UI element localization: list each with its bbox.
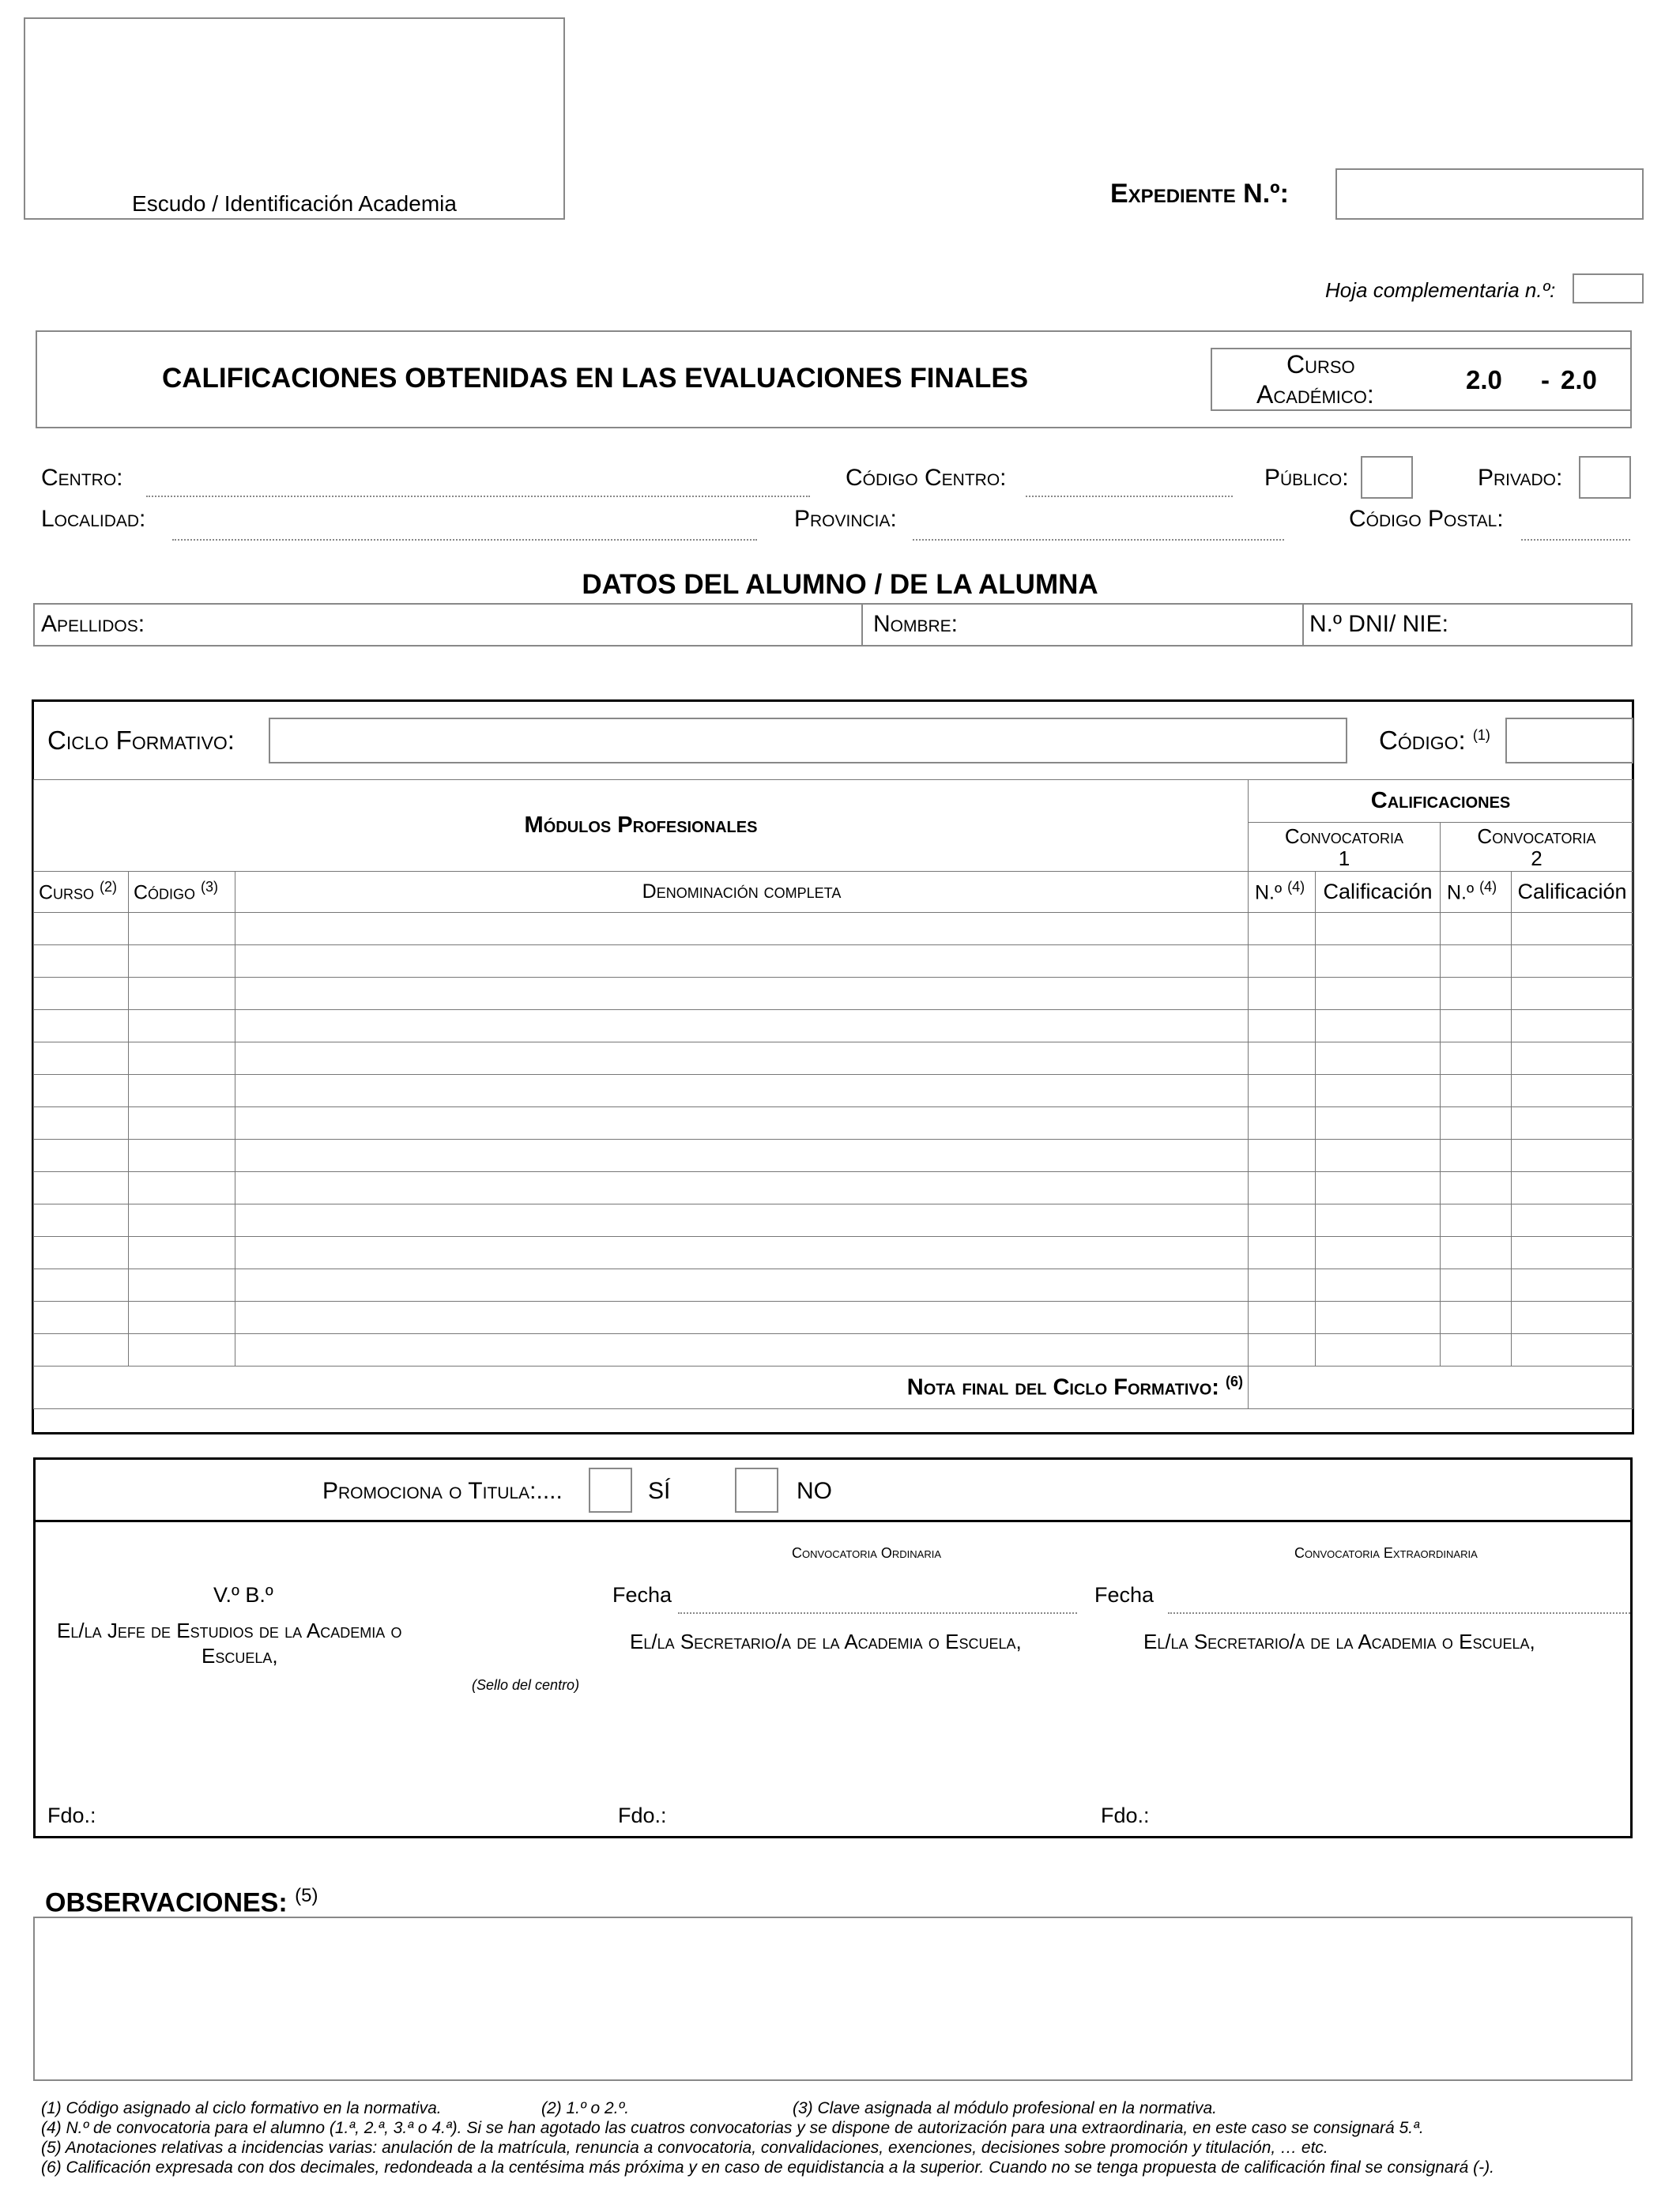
fdo-jefe-label: Fdo.: <box>47 1804 96 1827</box>
denominacion-cell[interactable] <box>235 1010 1249 1042</box>
publico-checkbox[interactable] <box>1361 456 1413 499</box>
col-num-1-header <box>1249 872 1316 913</box>
denominacion-cell[interactable] <box>235 1269 1249 1302</box>
curso-cell[interactable] <box>34 1042 129 1075</box>
convocatoria-1-header <box>1249 823 1441 872</box>
calificacion-1-cell[interactable] <box>1316 1140 1441 1172</box>
codigo-cell[interactable] <box>129 1107 235 1140</box>
curso-cell[interactable] <box>34 945 129 978</box>
alumno-section-title: DATOS DEL ALUMNO / DE LA ALUMNA <box>582 569 1098 600</box>
year-to[interactable]: 2.0 <box>1561 365 1597 394</box>
calificacion-2-cell[interactable] <box>1512 1140 1633 1172</box>
calificacion-1-cell[interactable] <box>1316 1107 1441 1140</box>
denominacion-cell[interactable] <box>235 1302 1249 1334</box>
codigo-cell[interactable] <box>129 1302 235 1334</box>
convocatoria-ordinaria-label: Convocatoria Ordinaria <box>792 1545 941 1561</box>
localidad-field[interactable] <box>172 539 757 541</box>
num-1-cell[interactable] <box>1249 1172 1316 1204</box>
col-codigo-text: Código <box>134 881 196 904</box>
col-calificacion-1-header: Calificación <box>1316 872 1441 913</box>
col-num-2-text: N.º <box>1447 881 1475 904</box>
provincia-label: Provincia: <box>794 506 897 532</box>
module-row <box>34 1237 1633 1269</box>
calificacion-1-cell[interactable] <box>1316 1172 1441 1204</box>
num-2-cell[interactable] <box>1441 1107 1512 1140</box>
denominacion-cell[interactable] <box>235 913 1249 945</box>
num-2-cell[interactable] <box>1441 1334 1512 1367</box>
document-title: CALIFICACIONES OBTENIDAS EN LAS EVALUACIONES FINALES <box>162 363 1029 394</box>
calificacion-1-cell[interactable] <box>1316 945 1441 978</box>
jefe-estudios-line2: Escuela, <box>202 1644 278 1668</box>
num-2-cell[interactable] <box>1441 1172 1512 1204</box>
footnote-5: (5) Anotaciones relativas a incidencias varias: anulación de la matrícula, renuncia a convocatoria, convalidaciones, exenciones, decisiones sobre promoción y titulación, … etc. <box>41 2139 1328 2157</box>
academy-logo-label: Escudo / Identificación Academia <box>132 191 457 216</box>
ciclo-formativo-input[interactable] <box>269 718 1347 763</box>
calificacion-2-cell[interactable] <box>1512 1334 1633 1367</box>
codigo-postal-field[interactable] <box>1521 539 1630 541</box>
col-codigo-header <box>129 872 235 913</box>
ciclo-codigo-label <box>1379 726 1490 756</box>
footnote-2: (2) 1.º o 2.º. <box>541 2099 630 2117</box>
codigo-cell[interactable] <box>129 978 235 1010</box>
module-row <box>34 913 1633 945</box>
convocatoria-1-number: 1 <box>1338 846 1350 870</box>
denominacion-cell[interactable] <box>235 978 1249 1010</box>
modules-table <box>33 779 1633 1409</box>
num-1-cell[interactable] <box>1249 1334 1316 1367</box>
observaciones-textarea[interactable] <box>33 1917 1633 2081</box>
alumno-divider-1 <box>861 603 863 647</box>
module-row <box>34 1010 1633 1042</box>
codigo-centro-field[interactable] <box>1026 496 1233 497</box>
codigo-cell[interactable] <box>129 1172 235 1204</box>
codigo-cell[interactable] <box>129 1042 235 1075</box>
num-2-cell[interactable] <box>1441 1075 1512 1107</box>
col-num-1-text: N.º <box>1255 881 1283 904</box>
denominacion-cell[interactable] <box>235 1140 1249 1172</box>
module-row <box>34 1269 1633 1302</box>
convocatoria-2-header <box>1441 823 1633 872</box>
si-label: SÍ <box>648 1478 671 1504</box>
calificacion-1-cell[interactable] <box>1316 1010 1441 1042</box>
col-denominacion-header: Denominación completa <box>235 872 1249 913</box>
num-1-cell[interactable] <box>1249 1237 1316 1269</box>
num-1-cell[interactable] <box>1249 913 1316 945</box>
footnote-6: (6) Calificación expresada con dos decimales, redondeada a la centésima más próxima y en caso de equidistancia a la superior. Cuando no se tenga propuesta de calificación final se consignará (-). <box>41 2158 1494 2177</box>
promociona-label: Promociona o Titula:.... <box>322 1478 563 1504</box>
curso-cell[interactable] <box>34 1172 129 1204</box>
centro-field[interactable] <box>146 496 810 497</box>
calificacion-1-cell[interactable] <box>1316 1334 1441 1367</box>
num-1-cell[interactable] <box>1249 945 1316 978</box>
calificacion-2-cell[interactable] <box>1512 1302 1633 1334</box>
calificacion-2-cell[interactable] <box>1512 1237 1633 1269</box>
module-rows <box>34 913 1633 1367</box>
convocatoria-extraordinaria-label: Convocatoria Extraordinaria <box>1294 1545 1478 1561</box>
observaciones-note: (5) <box>295 1885 318 1906</box>
col-num-2-header <box>1441 872 1512 913</box>
jefe-estudios-line1: El/la Jefe de Estudios de la Academia o <box>57 1619 402 1642</box>
apellidos-label: Apellidos: <box>41 611 145 637</box>
calificacion-2-cell[interactable] <box>1512 978 1633 1010</box>
module-row <box>34 1172 1633 1204</box>
localidad-label: Localidad: <box>41 506 146 532</box>
module-row <box>34 1140 1633 1172</box>
year-separator: - <box>1541 365 1550 394</box>
codigo-cell[interactable] <box>129 1075 235 1107</box>
num-2-cell[interactable] <box>1441 913 1512 945</box>
curso-cell[interactable] <box>34 913 129 945</box>
curso-cell[interactable] <box>34 1010 129 1042</box>
nombre-label: Nombre: <box>873 611 959 637</box>
curso-cell[interactable] <box>34 1334 129 1367</box>
calificacion-2-cell[interactable] <box>1512 945 1633 978</box>
denominacion-cell[interactable] <box>235 1107 1249 1140</box>
expediente-input[interactable] <box>1335 168 1644 220</box>
fecha-extraordinaria-field[interactable] <box>1168 1612 1630 1614</box>
codigo-cell[interactable] <box>129 945 235 978</box>
num-2-cell[interactable] <box>1441 1204 1512 1237</box>
col-num-1-note: (4) <box>1287 879 1305 895</box>
secretario-extraordinaria-label: El/la Secretario/a de la Academia o Escuela, <box>1143 1630 1535 1653</box>
col-codigo-note: (3) <box>201 879 219 895</box>
num-1-cell[interactable] <box>1249 1302 1316 1334</box>
footnote-1: (1) Código asignado al ciclo formativo en la normativa. <box>41 2099 442 2117</box>
curso-cell[interactable] <box>34 1075 129 1107</box>
denominacion-cell[interactable] <box>235 1334 1249 1367</box>
calificacion-1-cell[interactable] <box>1316 913 1441 945</box>
module-row <box>34 1334 1633 1367</box>
codigo-cell[interactable] <box>129 1334 235 1367</box>
ciclo-codigo-note: (1) <box>1472 727 1490 743</box>
hoja-complementaria-input[interactable] <box>1573 273 1644 303</box>
observaciones-label <box>45 1885 318 1918</box>
nota-final-label <box>34 1367 1249 1409</box>
denominacion-cell[interactable] <box>235 1075 1249 1107</box>
year-from[interactable]: 2.0 <box>1466 365 1502 394</box>
num-2-cell[interactable] <box>1441 1302 1512 1334</box>
secretario-ordinaria-label: El/la Secretario/a de la Academia o Escuela, <box>630 1630 1022 1653</box>
codigo-cell[interactable] <box>129 1204 235 1237</box>
curso-label-line2: Académico: <box>1256 380 1374 409</box>
fecha-ordinaria-field[interactable] <box>678 1612 1077 1614</box>
dni-label: N.º DNI/ NIE: <box>1309 611 1448 637</box>
calificacion-2-cell[interactable] <box>1512 1172 1633 1204</box>
privado-label: Privado: <box>1478 465 1563 491</box>
nota-final-text: Nota final del Ciclo Formativo: <box>906 1374 1219 1400</box>
modulos-title: Módulos Profesionales <box>34 780 1249 872</box>
denominacion-cell[interactable] <box>235 1237 1249 1269</box>
col-num-2-note: (4) <box>1479 879 1497 895</box>
calificacion-2-cell[interactable] <box>1512 1010 1633 1042</box>
publico-label: Público: <box>1264 465 1349 491</box>
num-1-cell[interactable] <box>1249 1075 1316 1107</box>
ciclo-formativo-label: Ciclo Formativo: <box>47 726 235 755</box>
provincia-field[interactable] <box>913 539 1284 541</box>
nota-final-value[interactable] <box>1249 1367 1633 1409</box>
sello-centro-label: (Sello del centro) <box>472 1677 580 1693</box>
num-1-cell[interactable] <box>1249 1042 1316 1075</box>
nombre-field[interactable] <box>972 605 1296 644</box>
num-2-cell[interactable] <box>1441 1042 1512 1075</box>
col-curso-note: (2) <box>100 879 118 895</box>
fecha-extraordinaria-label: Fecha <box>1094 1583 1155 1607</box>
curso-cell[interactable] <box>34 1107 129 1140</box>
curso-cell[interactable] <box>34 1302 129 1334</box>
expediente-label: Expediente N.º: <box>1110 179 1289 209</box>
calificacion-1-cell[interactable] <box>1316 1269 1441 1302</box>
num-2-cell[interactable] <box>1441 978 1512 1010</box>
num-1-cell[interactable] <box>1249 978 1316 1010</box>
num-2-cell[interactable] <box>1441 1269 1512 1302</box>
num-2-cell[interactable] <box>1441 1140 1512 1172</box>
promocion-divider <box>33 1520 1633 1522</box>
module-row <box>34 945 1633 978</box>
codigo-centro-label: Código Centro: <box>846 465 1007 491</box>
calificacion-2-cell[interactable] <box>1512 1269 1633 1302</box>
curso-cell[interactable] <box>34 1237 129 1269</box>
num-1-cell[interactable] <box>1249 1269 1316 1302</box>
codigo-cell[interactable] <box>129 1269 235 1302</box>
convocatoria-1-label: Convocatoria <box>1284 824 1404 848</box>
dni-field[interactable] <box>1454 605 1628 644</box>
nota-final-note: (6) <box>1226 1374 1243 1390</box>
calificacion-2-cell[interactable] <box>1512 1075 1633 1107</box>
col-calificacion-2-header: Calificación <box>1512 872 1633 913</box>
convocatoria-2-number: 2 <box>1531 846 1543 870</box>
num-2-cell[interactable] <box>1441 1010 1512 1042</box>
curso-cell[interactable] <box>34 978 129 1010</box>
curso-cell[interactable] <box>34 1269 129 1302</box>
observaciones-text: OBSERVACIONES: <box>45 1887 288 1918</box>
denominacion-cell[interactable] <box>235 1172 1249 1204</box>
fdo-ordinaria-label: Fdo.: <box>618 1804 667 1827</box>
codigo-postal-label: Código Postal: <box>1349 506 1504 532</box>
calificacion-2-cell[interactable] <box>1512 1042 1633 1075</box>
calificacion-1-cell[interactable] <box>1316 1042 1441 1075</box>
calificacion-1-cell[interactable] <box>1316 978 1441 1010</box>
num-2-cell[interactable] <box>1441 1237 1512 1269</box>
module-row <box>34 978 1633 1010</box>
module-row <box>34 1042 1633 1075</box>
calificacion-2-cell[interactable] <box>1512 1107 1633 1140</box>
centro-label: Centro: <box>41 465 123 491</box>
curso-cell[interactable] <box>34 1204 129 1237</box>
alumno-divider-2 <box>1302 603 1304 647</box>
calificacion-2-cell[interactable] <box>1512 1204 1633 1237</box>
hoja-complementaria-label: Hoja complementaria n.º: <box>1325 278 1556 302</box>
col-curso-text: Curso <box>39 881 95 904</box>
curso-label-line1: Curso <box>1286 350 1355 379</box>
no-checkbox[interactable] <box>735 1468 778 1513</box>
curso-cell[interactable] <box>34 1140 129 1172</box>
apellidos-field[interactable] <box>166 605 853 644</box>
calificacion-1-cell[interactable] <box>1316 1075 1441 1107</box>
codigo-cell[interactable] <box>129 1237 235 1269</box>
nota-final-row <box>34 1367 1633 1409</box>
num-1-cell[interactable] <box>1249 1010 1316 1042</box>
codigo-cell[interactable] <box>129 1010 235 1042</box>
privado-checkbox[interactable] <box>1579 456 1631 499</box>
column-header-row <box>34 872 1633 913</box>
denominacion-cell[interactable] <box>235 1204 1249 1237</box>
num-2-cell[interactable] <box>1441 945 1512 978</box>
module-row <box>34 1075 1633 1107</box>
num-1-cell[interactable] <box>1249 1140 1316 1172</box>
module-row <box>34 1302 1633 1334</box>
calificaciones-title: Calificaciones <box>1249 780 1633 823</box>
module-row <box>34 1204 1633 1237</box>
calificacion-2-cell[interactable] <box>1512 913 1633 945</box>
codigo-cell[interactable] <box>129 913 235 945</box>
fdo-extraordinaria-label: Fdo.: <box>1101 1804 1150 1827</box>
calificacion-1-cell[interactable] <box>1316 1237 1441 1269</box>
calificacion-1-cell[interactable] <box>1316 1302 1441 1334</box>
no-label: NO <box>797 1478 832 1504</box>
ciclo-codigo-input[interactable] <box>1505 718 1633 763</box>
si-checkbox[interactable] <box>589 1468 632 1513</box>
footnote-3: (3) Clave asignada al módulo profesional en la normativa. <box>793 2099 1217 2117</box>
vobo-label: V.º B.º <box>213 1583 273 1607</box>
denominacion-cell[interactable] <box>235 1042 1249 1075</box>
fecha-ordinaria-label: Fecha <box>612 1583 672 1607</box>
footnote-4: (4) N.º de convocatoria para el alumno (1.ª, 2.ª, 3.ª o 4.ª). Si se han agotado las cuatros convocatorias y se dispone de autorización para una extraordinaria, en este caso se consignará 5.ª. <box>41 2119 1424 2137</box>
denominacion-cell[interactable] <box>235 945 1249 978</box>
col-curso-header <box>34 872 129 913</box>
num-1-cell[interactable] <box>1249 1204 1316 1237</box>
module-row <box>34 1107 1633 1140</box>
calificacion-1-cell[interactable] <box>1316 1204 1441 1237</box>
num-1-cell[interactable] <box>1249 1107 1316 1140</box>
codigo-cell[interactable] <box>129 1140 235 1172</box>
convocatoria-2-label: Convocatoria <box>1477 824 1596 848</box>
ciclo-codigo-text: Código: <box>1379 726 1466 755</box>
academy-logo-box <box>24 17 565 220</box>
